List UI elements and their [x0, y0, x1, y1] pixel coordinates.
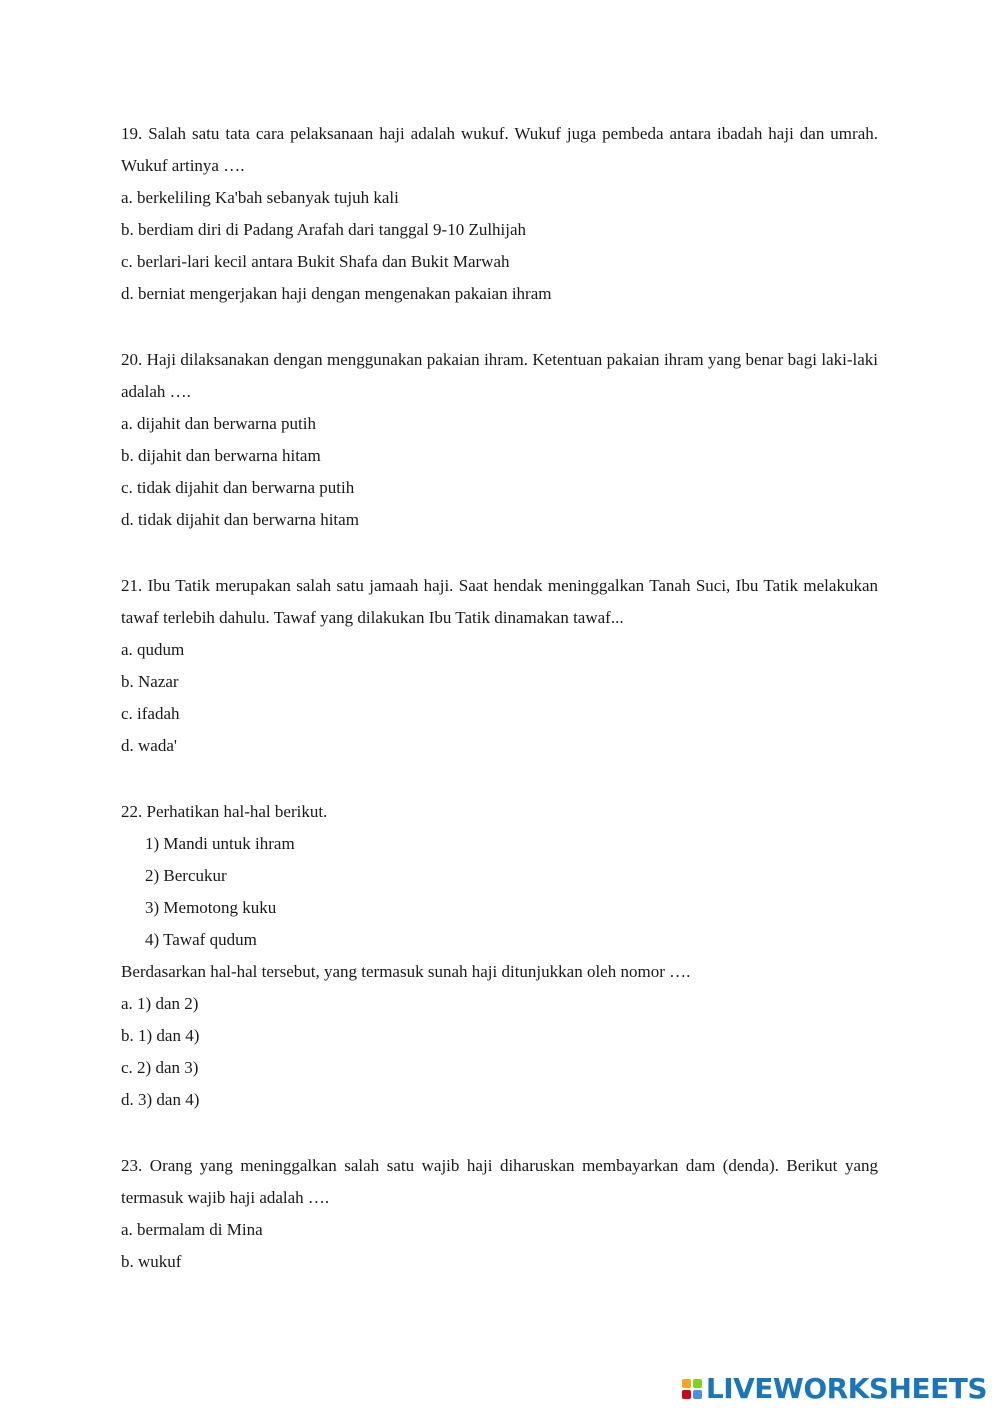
option-b[interactable]: b. dijahit dan berwarna hitam: [121, 446, 321, 465]
question-21: [121, 570, 878, 762]
option-c[interactable]: c. tidak dijahit dan berwarna putih: [121, 478, 355, 497]
option-a[interactable]: a. qudum: [121, 640, 185, 659]
list-item: 4) Tawaf qudum: [145, 930, 257, 949]
option-a[interactable]: a. 1) dan 2): [121, 994, 199, 1013]
question-stem: 19. Salah satu tata cara pelaksanaan haji adalah wukuf. Wukuf juga pembeda antara ibadah haji dan umrah. Wukuf artinya ….: [121, 124, 878, 175]
logo-text: LIVEWORKSHEETS: [705, 1372, 987, 1405]
question-stem: 22. Perhatikan hal-hal berikut.: [121, 802, 328, 821]
logo-square: [682, 1379, 691, 1388]
option-b[interactable]: b. Nazar: [121, 672, 179, 691]
question-stem: 20. Haji dilaksanakan dengan menggunakan pakaian ihram. Ketentuan pakaian ihram yang benar bagi laki-laki adalah ….: [121, 350, 878, 401]
option-a[interactable]: a. bermalam di Mina: [121, 1220, 263, 1239]
option-d[interactable]: d. wada': [121, 736, 177, 755]
question-stem: 23. Orang yang meninggalkan salah satu wajib haji diharuskan membayarkan dam (denda). Berikut yang termasuk wajib haji adalah ….: [121, 1156, 878, 1207]
option-d[interactable]: d. 3) dan 4): [121, 1090, 200, 1109]
list-item: 2) Bercukur: [145, 866, 227, 885]
option-a[interactable]: a. berkeliling Ka'bah sebanyak tujuh kali: [121, 188, 399, 207]
question-23: [121, 1150, 878, 1278]
liveworksheets-logo[interactable]: [682, 1374, 987, 1404]
option-a[interactable]: a. dijahit dan berwarna putih: [121, 414, 316, 433]
logo-square: [693, 1390, 702, 1399]
option-c[interactable]: c. ifadah: [121, 704, 180, 723]
option-d[interactable]: d. tidak dijahit dan berwarna hitam: [121, 510, 359, 529]
logo-mark-icon: [682, 1379, 702, 1399]
option-b[interactable]: b. wukuf: [121, 1252, 182, 1271]
list-item: 1) Mandi untuk ihram: [145, 834, 295, 853]
question-22: [121, 796, 878, 1116]
list-item: 3) Memotong kuku: [145, 898, 277, 917]
question-19: [121, 118, 878, 310]
option-b[interactable]: b. berdiam diri di Padang Arafah dari tanggal 9-10 Zulhijah: [121, 220, 527, 239]
question-stem: 21. Ibu Tatik merupakan salah satu jamaah haji. Saat hendak meninggalkan Tanah Suci, Ibu Tatik melakukan tawaf terlebih dahulu. Tawaf yang dilakukan Ibu Tatik dinamakan tawaf...: [121, 576, 878, 627]
logo-square: [693, 1379, 702, 1388]
logo-square: [682, 1390, 691, 1399]
option-d[interactable]: d. berniat mengerjakan haji dengan mengenakan pakaian ihram: [121, 284, 552, 303]
option-b[interactable]: b. 1) dan 4): [121, 1026, 200, 1045]
worksheet-page: [121, 118, 878, 1312]
option-c[interactable]: c. berlari-lari kecil antara Bukit Shafa dan Bukit Marwah: [121, 252, 510, 271]
question-20: [121, 344, 878, 536]
question-follow-up: Berdasarkan hal-hal tersebut, yang termasuk sunah haji ditunjukkan oleh nomor ….: [121, 962, 691, 981]
option-c[interactable]: c. 2) dan 3): [121, 1058, 199, 1077]
